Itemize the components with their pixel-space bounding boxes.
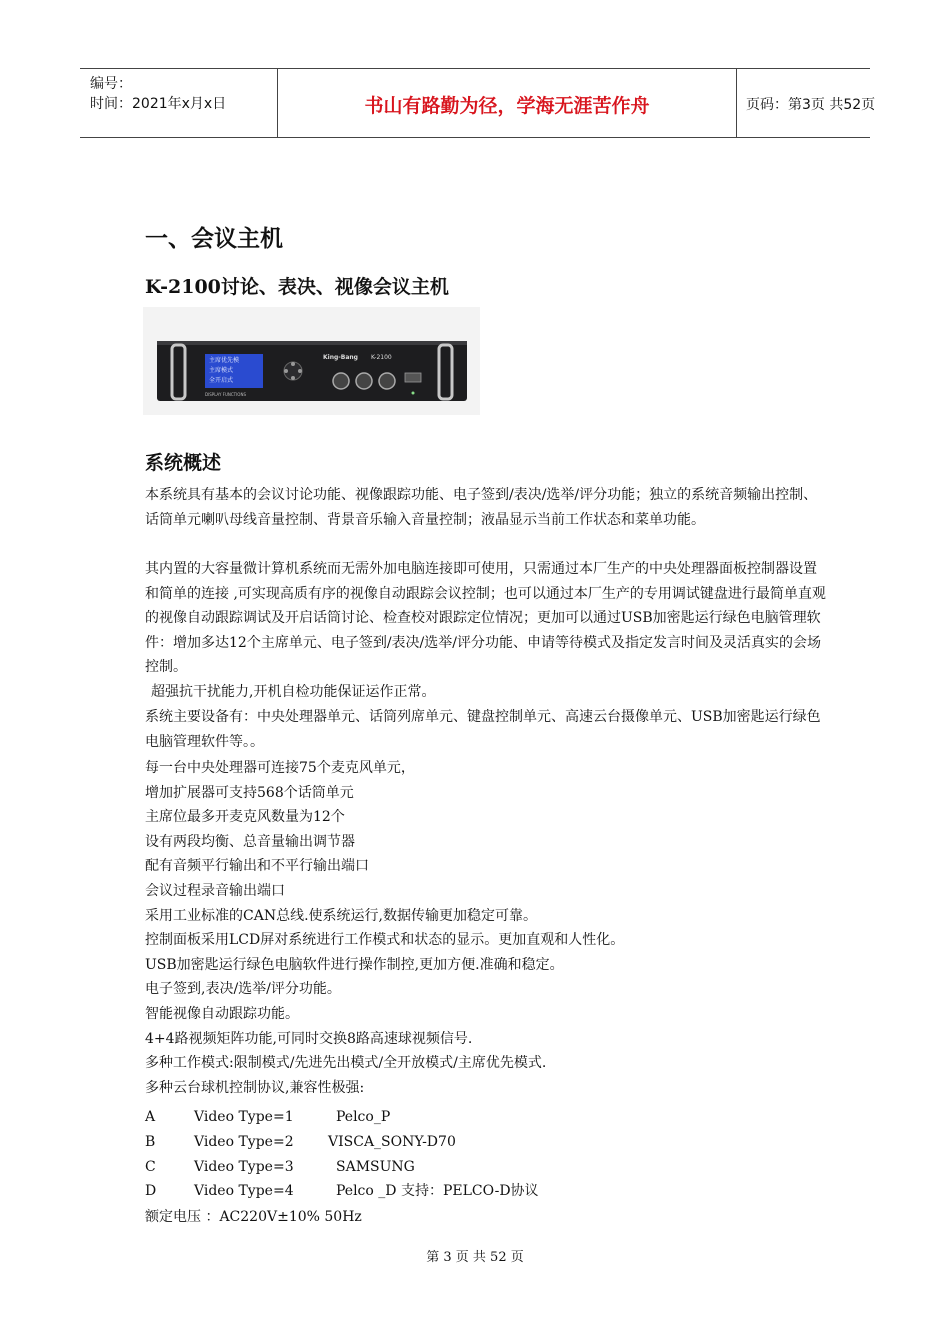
device-brand: King-Bang — [323, 354, 358, 361]
protocol-type: Video Type=4 — [194, 1183, 294, 1200]
overview-paragraph-2 — [145, 557, 830, 680]
panel-label: DISPLAY FUNCTIONS — [205, 392, 246, 397]
protocol-type: Video Type=3 — [194, 1158, 294, 1175]
lcd-line-2: 主席模式 — [209, 367, 234, 374]
protocol-row — [145, 1105, 645, 1130]
overview-paragraph-4 — [145, 705, 830, 754]
list-item: 采用工业标准的CAN总线.使系统运行,数据传输更加稳定可靠。 — [145, 907, 537, 924]
protocol-letter: D — [145, 1183, 157, 1200]
protocol-row — [145, 1179, 645, 1204]
list-item: 设有两段均衡、总音量输出调节器 — [145, 833, 355, 850]
device-model: K-2100 — [371, 354, 392, 361]
list-item: 会议过程录音输出端口 — [145, 882, 285, 899]
list-item: 每一台中央处理器可连接75个麦克风单元， — [145, 760, 415, 776]
protocol-row — [145, 1130, 645, 1155]
protocol-name: VISCA_SONY-D70 — [328, 1133, 456, 1150]
protocol-name: SAMSUNG — [336, 1158, 415, 1175]
paragraph: 本系统具有基本的会议讨论功能、视像跟踪功能、电子签到/表决/选举/评分功能；独立的系统音频输出控制、话筒单元喇叭母线音量控制、背景音乐输入音量控制；液晶显示当前工作状态和菜单功能。 — [145, 487, 818, 528]
page-header — [80, 68, 876, 138]
device-photo — [143, 307, 480, 415]
page-footer: 第 3 页 共 52 页 — [426, 1250, 524, 1265]
list-item: 4+4路视频矩阵功能,可同时交换8路高速球视频信号. — [145, 1030, 473, 1047]
header-motto-cell — [277, 69, 737, 137]
paragraph: 其内置的大容量微计算机系统而无需外加电脑连接即可使用，只需通过本厂生产的中央处理器面板控制器设置和简单的连接 ,可实现高质有序的视像自动跟踪会议控制；也可以通过本厂生产的专用调试键盘进行最简单直观的视像自动跟踪调试及开启话筒讨论、检查校对跟踪定位情况；更加可以通过USB加密匙运行绿色电脑管理软件：增加多达12个主席单元、电子签到/表决/选举/评分功能、申请等待模式及指定发言时间及灵活真实的会场控制。 — [145, 561, 826, 676]
list-item: 控制面板采用LCD屏对系统进行工作模式和状态的显示。更加直观和人性化。 — [145, 932, 625, 949]
list-item: 多种云台球机控制协议,兼容性极强: — [145, 1079, 365, 1096]
protocol-type: Video Type=2 — [194, 1133, 294, 1150]
overview-paragraph-1 — [145, 483, 830, 532]
list-item: USB加密匙运行绿色电脑软件进行操作制控,更加方便.准确和稳定。 — [145, 956, 564, 973]
protocol-letter: B — [145, 1133, 156, 1150]
protocol-name: Pelco _D 支持：PELCO-D协议 — [336, 1183, 539, 1200]
list-item: 配有音频平行输出和不平行输出端口 — [145, 858, 369, 875]
overview-title: 系统概述 — [145, 452, 222, 474]
feature-list — [145, 756, 830, 1100]
protocol-row — [145, 1155, 645, 1180]
rated-voltage: 额定电压 ：AC220V±10% 50Hz — [145, 1209, 362, 1225]
list-item: 增加扩展器可支持568个话筒单元 — [145, 784, 354, 801]
list-item: 电子签到,表决/选举/评分功能。 — [145, 981, 341, 998]
conference-host-illustration — [143, 307, 480, 415]
list-item: 主席位最多开麦克风数量为12个 — [145, 809, 345, 826]
header-page-cell — [736, 69, 876, 137]
header-motto: 书山有路勤为径，学海无涯苦作舟 — [364, 95, 650, 117]
header-meta-cell — [80, 69, 277, 137]
protocol-letter: C — [145, 1158, 156, 1175]
header-page-label: 页码：第3页 共52页 — [746, 97, 876, 113]
document-time-label: 时间：2021年x月x日 — [90, 96, 227, 112]
protocol-type: Video Type=1 — [194, 1109, 294, 1125]
paragraph: 系统主要设备有：中央处理器单元、话筒列席单元、键盘控制单元、高速云台摄像单元、USB加密匙运行绿色电脑管理软件等。。 — [145, 709, 821, 750]
protocol-table — [145, 1105, 645, 1204]
protocol-letter: A — [145, 1109, 156, 1125]
lcd-line-1: 主席优先模 — [209, 357, 240, 364]
lcd-line-3: 全开启式 — [209, 377, 234, 384]
product-title: K-2100讨论、表决、视像会议主机 — [145, 276, 449, 298]
list-item: 多种工作模式:限制模式/先进先出模式/全开放模式/主席优先模式. — [145, 1055, 547, 1072]
paragraph: 超强抗干扰能力,开机自检功能保证运作正常。 — [151, 684, 436, 700]
document-number-label: 编号： — [90, 76, 132, 92]
list-item: 智能视像自动跟踪功能。 — [145, 1005, 299, 1022]
protocol-name: Pelco_P — [336, 1109, 391, 1125]
overview-paragraph-3 — [145, 680, 830, 705]
section-title: 一、会议主机 — [145, 226, 283, 252]
